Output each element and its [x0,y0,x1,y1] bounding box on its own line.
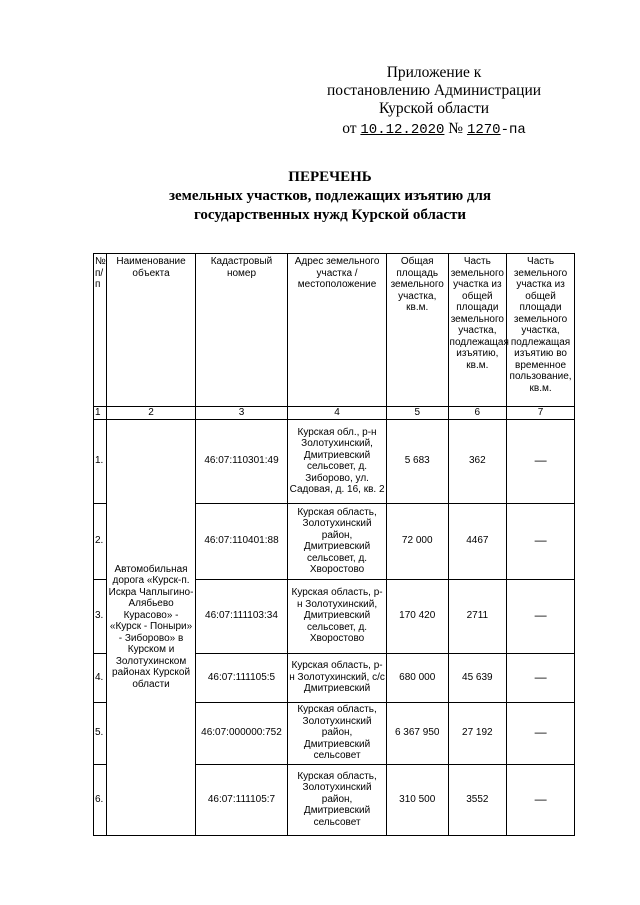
total-area: 72 000 [386,503,448,579]
temporary-area: — [507,764,575,835]
header-seized-part: Часть земельного участка из общей площади земельного участка, подлежащая изъятию, кв.м. [448,254,507,407]
plot-address: Курская область, р-н Золотухинский, Дмитриевский сельсовет, д. Хворостово [288,579,387,653]
date-prefix: от [342,120,357,137]
order-date-line [304,120,564,139]
order-number: 1270 [466,122,501,138]
total-area: 170 420 [386,579,448,653]
cadastral-number: 46:07:111103:34 [195,579,288,653]
header-cadastral-number: Кадастровый номер [195,254,288,407]
col-number-3: 3 [195,407,288,420]
col-number-6: 6 [448,407,507,420]
number-prefix: № [448,120,464,137]
header-total-area: Общая площадь земельного участка, кв.м. [386,254,448,407]
header-object-name: Наименование объекта [107,254,195,407]
temporary-area: — [507,503,575,579]
appendix-header [304,64,564,139]
col-number-1: 1 [94,407,107,420]
row-index: 1. [94,419,107,503]
seized-area: 4467 [448,503,507,579]
total-area: 680 000 [386,653,448,702]
temporary-area: — [507,419,575,503]
column-number-row [94,407,575,420]
temporary-area: — [507,653,575,702]
col-number-7: 7 [507,407,575,420]
plot-address: Курская область, р-н Золотухинский, с/с Дмитриевский [288,653,387,702]
col-number-4: 4 [288,407,387,420]
seized-area: 45 639 [448,653,507,702]
total-area: 310 500 [386,764,448,835]
order-date: 10.12.2020 [360,122,445,138]
object-name-cell: Автомобильная дорога «Курск-п. Искра Чаплыгино-Алябьево Курасово» - «Курск - Поныри» - Зиборово» в Курском и Золотухинском районах Курской области [107,419,195,835]
cadastral-number: 46:07:111105:5 [195,653,288,702]
cadastral-number: 46:07:111105:7 [195,764,288,835]
col-number-5: 5 [386,407,448,420]
appendix-line-3: Курской области [378,100,490,117]
table-row [94,419,575,503]
seized-area: 27 192 [448,702,507,764]
seized-area: 3552 [448,764,507,835]
order-number-suffix: -па [500,122,526,138]
col-number-2: 2 [107,407,195,420]
title-line-2: земельных участков, подлежащих изъятию для [168,188,492,204]
total-area: 5 683 [386,419,448,503]
plot-address: Курская обл., р-н Золотухинский, Дмитриевский сельсовет, д. Зиборово, ул. Садовая, д. 16, кв. 2 [288,419,387,503]
cadastral-number: 46:07:000000:752 [195,702,288,764]
total-area: 6 367 950 [386,702,448,764]
row-index: 2. [94,503,107,579]
header-temporary-part: Часть земельного участка из общей площади земельного участка, подлежащая изъятию во временное пользование, кв.м. [507,254,575,407]
land-plots-table [93,253,575,836]
seized-area: 362 [448,419,507,503]
cadastral-number: 46:07:110401:88 [195,503,288,579]
document-title [80,168,580,225]
title-line-1: ПЕРЕЧЕНЬ [288,169,372,185]
row-index: 4. [94,653,107,702]
seized-area: 2711 [448,579,507,653]
row-index: 6. [94,764,107,835]
plot-address: Курская область, Золотухинский район, Дмитриевский сельсовет [288,764,387,835]
header-address: Адрес земельного участка /местоположение [288,254,387,407]
cadastral-number: 46:07:110301:49 [195,419,288,503]
plot-address: Курская область, Золотухинский район, Дмитриевский сельсовет, д. Хворостово [288,503,387,579]
title-line-3: государственных нужд Курской области [193,207,467,223]
temporary-area: — [507,702,575,764]
row-index: 5. [94,702,107,764]
header-number: № п/п [94,254,107,407]
appendix-line-1: Приложение к [386,64,482,81]
table-header-row [94,254,575,407]
row-index: 3. [94,579,107,653]
plot-address: Курская область, Золотухинский район, Дмитриевский сельсовет [288,702,387,764]
appendix-line-2: постановлению Администрации [326,82,542,99]
temporary-area: — [507,579,575,653]
